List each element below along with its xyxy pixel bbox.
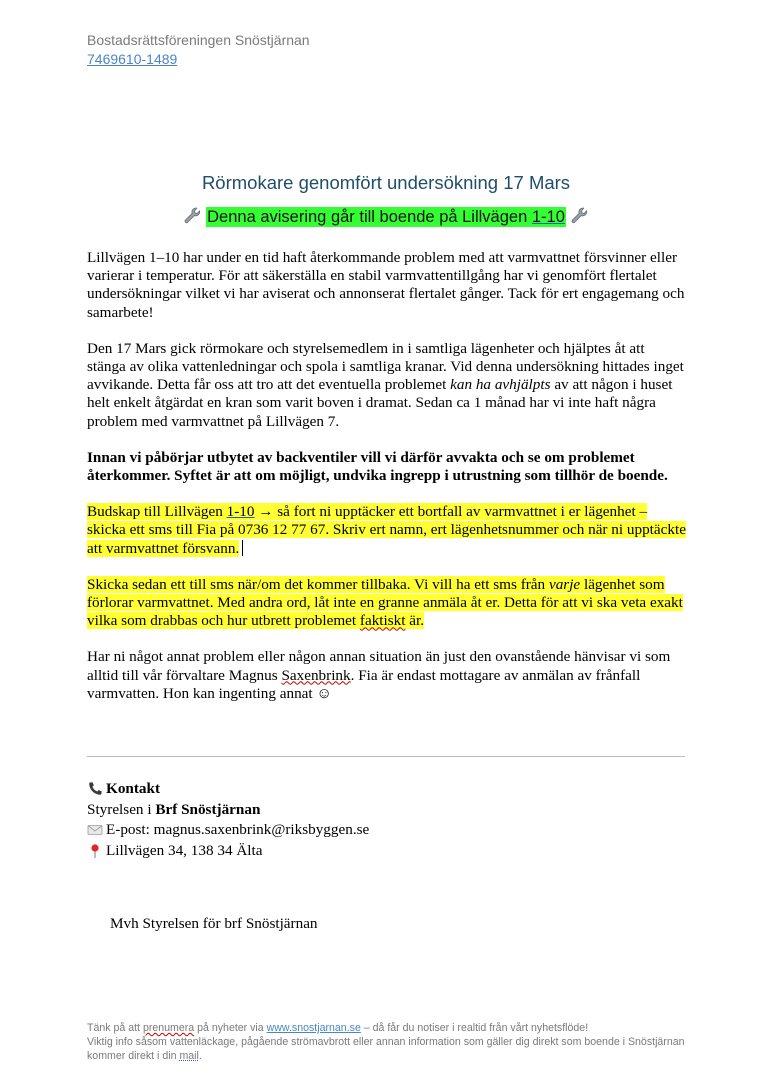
envelope-icon (87, 822, 103, 838)
paragraph-investigation (87, 340, 687, 431)
footer-text-c: – då får du notiser i realtid från vårt nyhetsflöde! (360, 1022, 589, 1034)
contact-section (87, 779, 369, 861)
footer-line-1 (87, 1021, 687, 1035)
p6-spellcheck-name: Saxenbrink (281, 666, 351, 684)
p4-text-a: Budskap till Lillvägen (87, 503, 227, 521)
signature: Mvh Styrelsen för brf Snöstjärnan (110, 915, 318, 932)
p5-highlight (87, 576, 683, 629)
document-body (87, 249, 687, 721)
p5-text-b: lägenhet som förlorar varmvattnet. Med andra ord, låt inte en granne anmäla åt er. Detta för att vi ska veta exakt vilka som drabbas och hur utbrett problemet (87, 575, 683, 630)
subtitle (0, 206, 772, 227)
contact-board-name: Brf Snöstjärnan (155, 800, 261, 818)
paragraph-backvalves (87, 449, 687, 485)
p4-text-b: så fort ni upptäcker ett bortfall av varmvattnet i er lägenhet – skicka ett sms till Fia på 0736 12 77 67. Skriv ert namn, ert lägenhetsnummer och när ni upptäckte att varmvattnet försvann. (87, 503, 686, 557)
p2-text-b: av att någon i huset helt enkelt åtgärdat en kran som varit boven i dramat. Sedan ca 1 månad har vi inte haft några problem med varmvattnet på Lillvägen 7. (87, 376, 673, 430)
subtitle-text: Denna avisering går till boende på Lillvägen (207, 208, 532, 226)
p5-text-a: Skicka sedan ett till sms när/om det kommer tillbaka. Vi vill ha ett sms från (87, 575, 549, 593)
p6-text-b: . Fia är endast mottagare av anmälan av frånfall varmvatten. Hon kan ingenting annat ☺ (87, 666, 641, 702)
p5-emphasis: varje (548, 575, 581, 593)
page-title: Rörmokare genomfört undersökning 17 Mars (201, 172, 571, 193)
contact-email-row (87, 820, 369, 841)
arrow-icon: → (254, 503, 278, 521)
paragraph-other-issues (87, 648, 687, 703)
footer (87, 1021, 687, 1064)
wrench-icon (183, 206, 202, 225)
text-cursor (242, 540, 243, 556)
p2-emphasis: kan ha avhjälpts (450, 376, 551, 394)
subtitle-highlight (206, 207, 566, 227)
document-header (87, 31, 310, 69)
contact-heading-row (87, 779, 369, 800)
paragraph-followup-sms (87, 576, 687, 631)
org-name: Bostadsrättsföreningen Snöstjärnan (87, 32, 310, 48)
paragraph-intro: Lillvägen 1–10 har under en tid haft återkommande problem med att varmvattnet försvinner eller varierar i temperatur. För att säkerställa en stabil varmvattentillgång har vi genomfört flertalet undersökningar vilket vi har aviserat och annonserat flertalet gånger. Tack för ert engagemang och samarbete! (87, 249, 685, 321)
contact-board-prefix: Styrelsen i (87, 800, 152, 818)
org-number-link[interactable]: 7469610-1489 (87, 51, 178, 67)
p5-text-c: är. (405, 612, 425, 630)
wrench-icon (570, 206, 589, 225)
contact-heading: Kontakt (106, 780, 161, 797)
pin-icon (87, 843, 103, 859)
footer-text-b: på nyheter via (194, 1022, 267, 1034)
phone-icon (87, 781, 103, 797)
paragraph-sms-instructions (87, 503, 687, 558)
contact-email[interactable]: E-post: magnus.saxenbrink@riksbyggen.se (106, 821, 370, 838)
p4-highlight (87, 503, 686, 556)
contact-address-row (87, 841, 369, 862)
footer-text-e: . (198, 1050, 202, 1063)
p3-bold-text: Innan vi påbörjar utbytet av backventiler vill vi därför avvakta och se om problemet återkommer. Syftet är att om möjligt, undvika ingrepp i utrustning som tillhör de boende. (87, 448, 668, 485)
p4-range: 1-10 (226, 503, 255, 521)
footer-text-d: Viktig info såsom vattenläckage, pågående strömavbrott eller annan information som gäller dig direkt som boende i Snöstjärnan kommer direkt i din (87, 1036, 685, 1063)
p5-spellcheck-word: faktiskt (359, 612, 406, 630)
footer-line-2 (87, 1035, 687, 1063)
footer-site-link[interactable]: www.snostjarnan.se (266, 1022, 361, 1034)
footer-mail-word: mail (179, 1050, 199, 1063)
footer-subscribe-word: prenumera (142, 1022, 195, 1034)
p2-text-a: Den 17 Mars gick rörmokare och styrelsemedlem in i samtliga lägenheter och hjälptes åt att stänga av olika vattenledningar och spola i samtliga kranar. Vid denna undersökning hittades inget avvikande. Detta får oss att tro att det eventuella problemet (87, 339, 684, 394)
p6-text-a: Har ni något annat problem eller någon annan situation än just den ovanstående hänvisar vi som alltid till vår förvaltare Magnus (87, 648, 671, 684)
divider (87, 756, 685, 757)
contact-board-row (87, 800, 369, 821)
subtitle-range: 1-10 (531, 208, 565, 226)
contact-address: Lillvägen 34, 138 34 Älta (106, 841, 263, 859)
footer-text-a: Tänk på att (87, 1022, 143, 1034)
